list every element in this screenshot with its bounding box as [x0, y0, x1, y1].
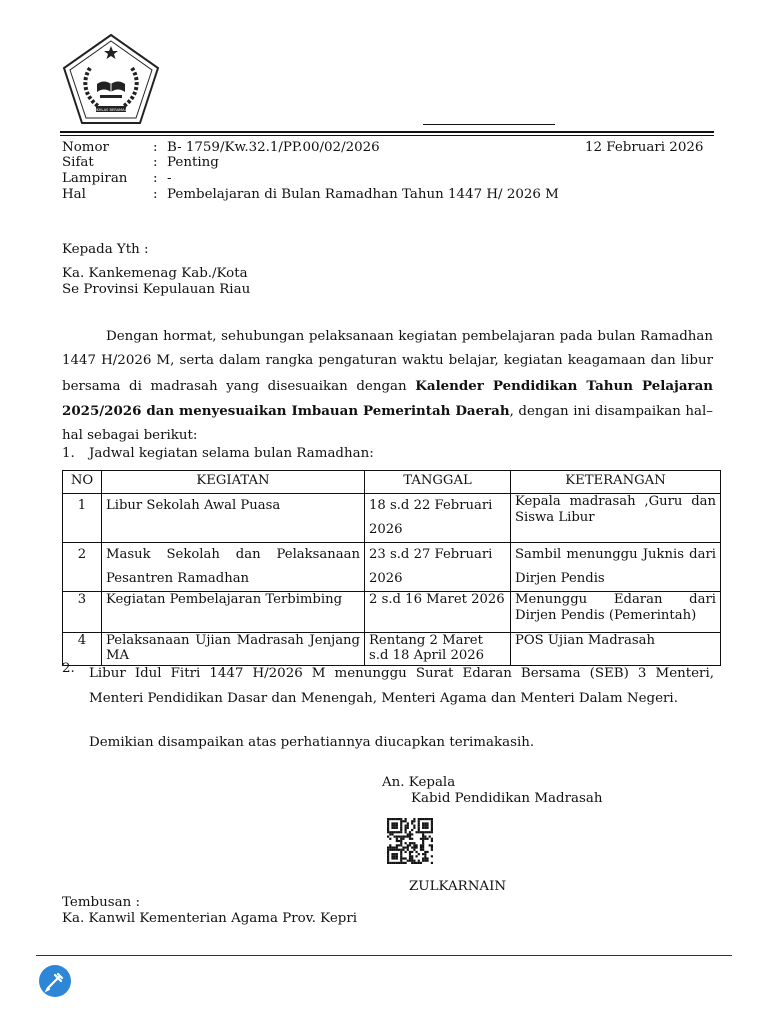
cell-kegiatan: Masuk Sekolah dan Pelaksanaan Pesantren Ramadhan — [102, 543, 365, 592]
intro-paragraph — [62, 325, 713, 448]
cell-kegiatan: Kegiatan Pembelajaran Terbimbing — [102, 592, 365, 633]
cell-keterangan: Kepala madrasah ,Guru dan Siswa Libur — [511, 494, 721, 543]
header-tanggal: TANGGAL — [365, 471, 511, 494]
cell-no: 1 — [63, 494, 102, 543]
cell-kegiatan: Pelaksanaan Ujian Madrasah Jenjang MA — [102, 633, 365, 666]
footer-rule — [36, 955, 732, 956]
cell-keterangan: Menunggu Edaran dari Dirjen Pendis (Pemerintah) — [511, 592, 721, 633]
letterhead-rule-thin — [60, 135, 714, 136]
ministry-emblem-logo — [60, 32, 162, 126]
intro-text-bold: Kalender Pendidikan Tahun Pelajaran 2025/2026 dan menyesuaikan Imbauan Pemerintah Daerah — [62, 377, 713, 419]
colon: : — [153, 155, 158, 170]
letterhead-rule-thick — [60, 131, 714, 133]
cell-tanggal: 2 s.d 16 Maret 2026 — [365, 592, 511, 633]
item-2-number: 2. — [62, 661, 75, 676]
cc-label: Tembusan : — [62, 895, 140, 910]
table-row — [63, 494, 721, 543]
letterhead-placeholder-line — [423, 124, 555, 125]
intro-text-1: Dengan hormat, sehubungan pelaksanaan kegiatan pembelajaran pada bulan Ramadhan 1447 H/2026 M, serta dalam rangka pengaturan waktu belajar, kegiatan keagamaan dan libur bersama di madrasah yang disesuaikan dengan — [62, 329, 713, 394]
table-header-row — [63, 471, 721, 494]
lampiran-value: - — [167, 171, 172, 186]
item-1-number: 1. — [62, 446, 75, 461]
colon: : — [153, 171, 158, 186]
cell-no: 3 — [63, 592, 102, 633]
pen-nib-icon[interactable] — [38, 964, 72, 998]
colon: : — [153, 187, 158, 202]
table-row — [63, 543, 721, 592]
recipient-greeting: Kepada Yth : — [62, 242, 149, 257]
header-no: NO — [63, 471, 102, 494]
qr-code-icon — [386, 818, 434, 864]
table-row — [63, 592, 721, 633]
recipient-line-1: Ka. Kankemenag Kab./Kota — [62, 266, 248, 281]
signatory-name: ZULKARNAIN — [409, 879, 507, 894]
cell-tanggal: Rentang 2 Maret s.d 18 April 2026 — [365, 633, 511, 666]
colon: : — [153, 140, 158, 155]
letter-date: 12 Februari 2026 — [585, 140, 704, 155]
intro-text-2: , dengan ini disampaikan hal–hal sebagai berikut: — [62, 403, 713, 444]
cc-recipient: Ka. Kanwil Kementerian Agama Prov. Kepri — [62, 911, 358, 926]
sifat-value: Penting — [167, 155, 219, 170]
item-2-text: Libur Idul Fitri 1447 H/2026 M menunggu Surat Edaran Bersama (SEB) 3 Menteri, Menteri Pendidikan Dasar dan Menengah, Menteri Agama dan Menteri Dalam Negeri. — [89, 666, 714, 706]
hal-value: Pembelajaran di Bulan Ramadhan Tahun 1447 H/ 2026 M — [167, 187, 559, 202]
cell-no: 4 — [63, 633, 102, 666]
cell-keterangan: POS Ujian Madrasah — [511, 633, 721, 666]
sifat-label: Sifat — [62, 155, 94, 170]
cell-keterangan: Sambil menunggu Juknis dari Dirjen Pendis — [511, 543, 721, 592]
closing-sentence: Demikian disampaikan atas perhatiannya diucapkan terimakasih. — [89, 735, 535, 750]
signature-on-behalf: An. Kepala — [382, 775, 456, 790]
header-keterangan: KETERANGAN — [511, 471, 721, 494]
cell-tanggal: 23 s.d 27 Februari 2026 — [365, 543, 511, 592]
nomor-value: B- 1759/Kw.32.1/PP.00/02/2026 — [167, 140, 380, 155]
item-1-text: Jadwal kegiatan selama bulan Ramadhan: — [89, 446, 374, 461]
lampiran-label: Lampiran — [62, 171, 128, 186]
schedule-table — [62, 470, 721, 666]
header-kegiatan: KEGIATAN — [102, 471, 365, 494]
recipient-line-2: Se Provinsi Kepulauan Riau — [62, 282, 251, 297]
cell-tanggal: 18 s.d 22 Februari 2026 — [365, 494, 511, 543]
signature-title: Kabid Pendidikan Madrasah — [411, 791, 603, 806]
cell-no: 2 — [63, 543, 102, 592]
cell-kegiatan: Libur Sekolah Awal Puasa — [102, 494, 365, 543]
logo-motto: IKHLAS BERAMAL — [95, 108, 127, 112]
nomor-label: Nomor — [62, 140, 109, 155]
hal-label: Hal — [62, 187, 86, 202]
